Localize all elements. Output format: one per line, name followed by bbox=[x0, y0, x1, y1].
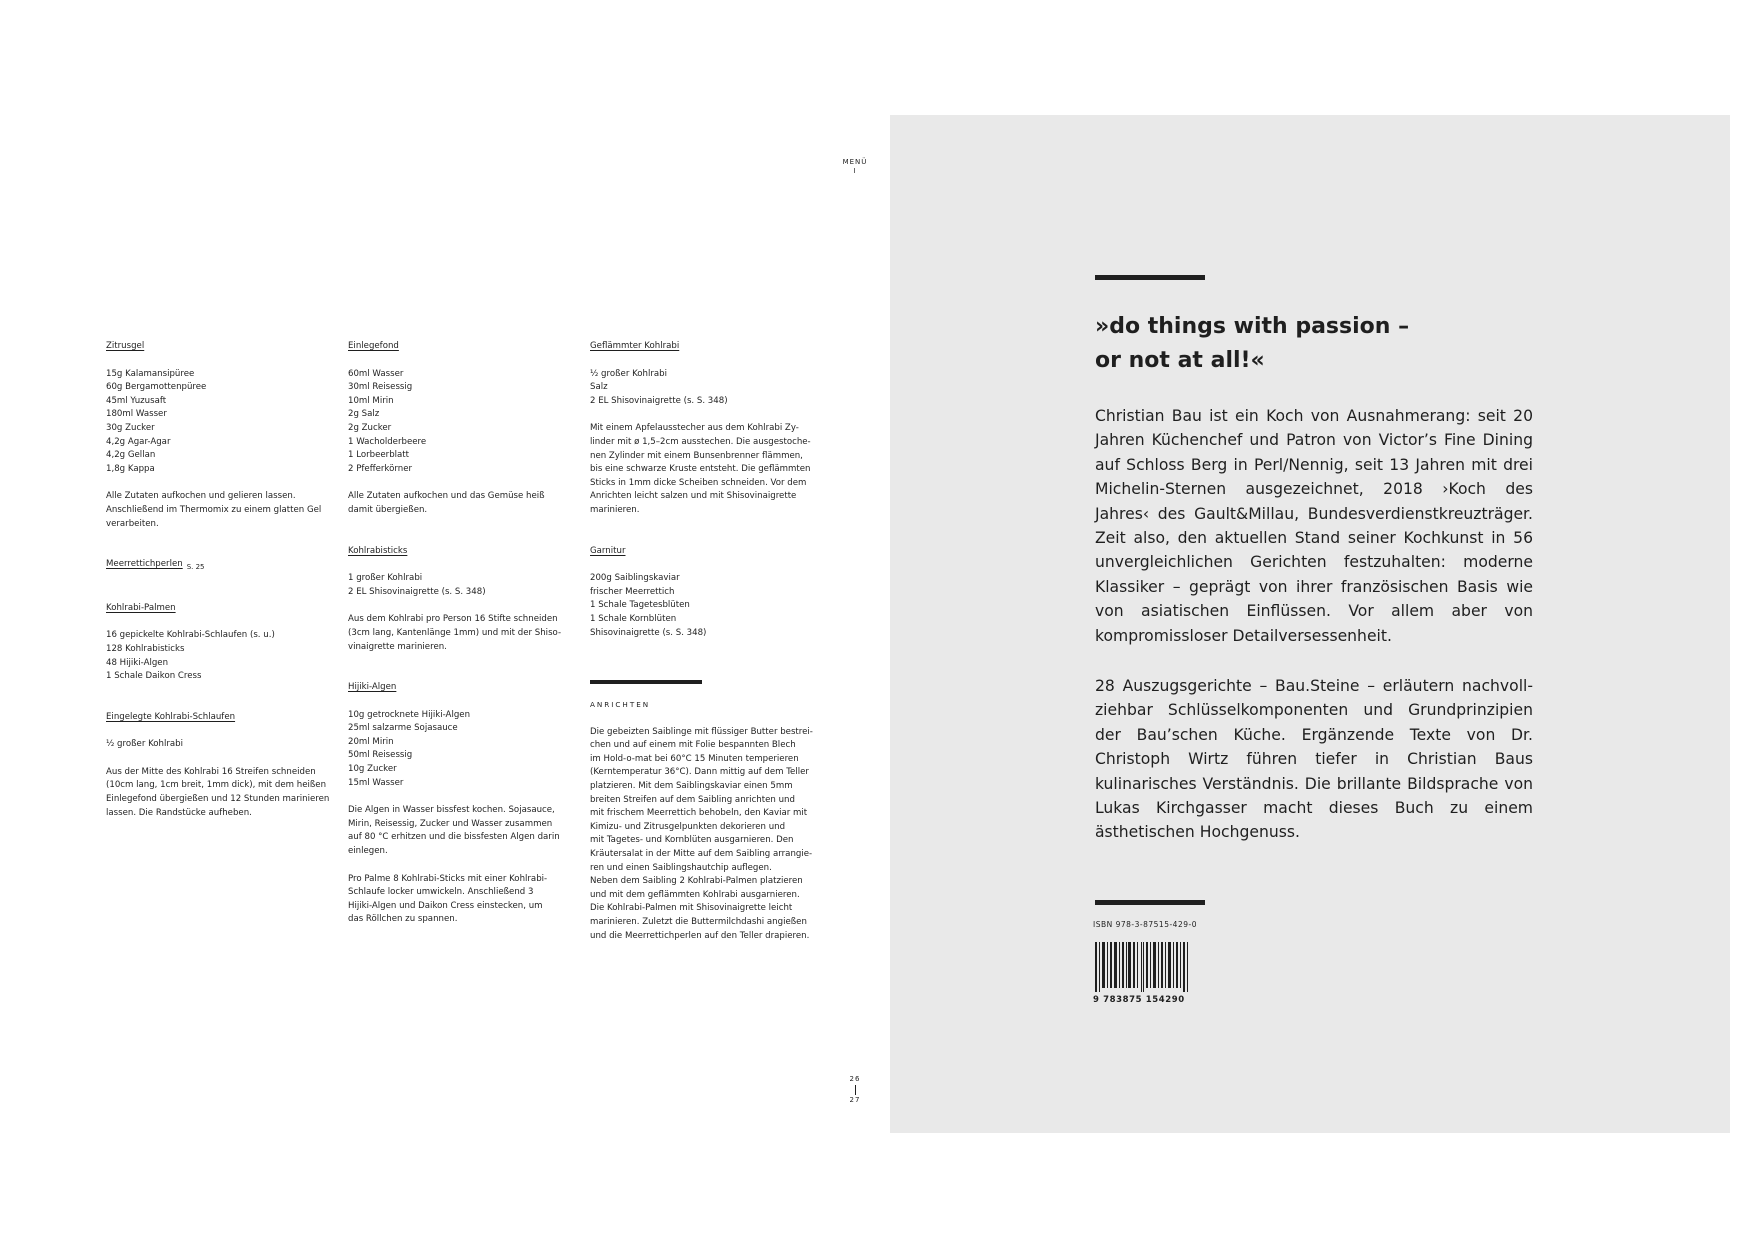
page-number-left: 26 bbox=[849, 1075, 861, 1083]
ingredient-item: frischer Meerrettich bbox=[590, 586, 675, 597]
recipe-title-garnitur: Garnitur bbox=[590, 545, 626, 556]
instructions-kohlrabi-schlaufen: Aus der Mitte des Kohlrabi 16 Streifen schneiden (10cm lang, 1cm breit, 1mm dick), mit dem heißen Einlegefond übergießen und 12 Stunden marinieren lassen. Die Randstücke aufheben. bbox=[106, 766, 330, 818]
recipe-title-meerrettichperlen: Meerrettichperlen bbox=[106, 559, 183, 570]
ingredient-item: 1 Lorbeerblatt bbox=[348, 450, 410, 461]
ingredient-item: ½ großer Kohlrabi bbox=[106, 739, 184, 750]
ingredients-hijiki-algen bbox=[348, 709, 583, 791]
instructions-anrichten: Die gebeizten Saiblinge mit flüssiger Butter bestrei- chen und auf einem mit Folie bespannten Blech im Hold-o-mat bei 60°C 15 Minuten temperieren (Kerntemperatur 36°C). Dann mittig auf dem Teller platzieren. Mit dem Saiblingskaviar einen 5mm breiten Streifen auf dem Saibling anrichten und mit frischem Meerrettich behobeln, den Kaviar mit Kimizu- und Zitrusgelpunkten dekorieren und mit Tagetes- und Kornblüten ausgarnieren. Den Kräutersalat in der Mitte auf dem Saibling arrangie- ren und einen Saiblingshautchip auflegen. Neben dem Saibling 2 Kohlrabi-Palmen platzieren und mit dem geflämmten Kohlrabi ausgarnieren. Die Kohlrabi-Palmen mit Shisovinaigrette leicht marinieren. Zuletzt die Buttermilchdashi angießen und die Meerrettichperlen auf den Teller drapieren. bbox=[590, 726, 813, 941]
instructions-palmen-assembly: Pro Palme 8 Kohlrabi-Sticks mit einer Kohlrabi- Schlaufe locker umwickeln. Anschließend 3 Hijiki-Algen und Daikon Cress einstecken, um das Röllchen zu spannen. bbox=[348, 873, 548, 925]
ingredients-kohlrabi-palmen bbox=[106, 629, 341, 683]
recipe-title-kohlrabisticks: Kohlrabisticks bbox=[348, 545, 408, 556]
recipe-column-1 bbox=[106, 340, 341, 820]
ingredient-item: 2 Pfefferkörner bbox=[348, 463, 413, 474]
ingredient-item: 1 großer Kohlrabi bbox=[348, 573, 423, 584]
recipe-title-hijiki-algen: Hijiki-Algen bbox=[348, 682, 397, 693]
recipe-title-zitrusgel: Zitrusgel bbox=[106, 341, 145, 351]
instructions-kohlrabisticks: Aus dem Kohlrabi pro Person 16 Stifte schneiden (3cm lang, Kantenlänge 1mm) und mit der Shiso- vinaigrette marinieren. bbox=[348, 614, 562, 652]
ingredient-item: 1 Schale Tagetesblüten bbox=[590, 600, 690, 611]
isbn-label: ISBN 978-3-87515-429-0 bbox=[1093, 920, 1197, 929]
ingredient-item: ½ großer Kohlrabi bbox=[590, 368, 668, 379]
ingredient-item: 1 Schale Kornblüten bbox=[590, 613, 677, 624]
instructions-einlegefond: Alle Zutaten aufkochen und das Gemüse heiß damit übergießen. bbox=[348, 491, 545, 515]
ingredients-einlegefond bbox=[348, 368, 583, 477]
ingredient-item: 2 EL Shisovinaigrette (s. S. 348) bbox=[590, 395, 728, 406]
ingredients-kohlrabi-schlaufen bbox=[106, 738, 341, 752]
ingredient-item: Shisovinaigrette (s. S. 348) bbox=[590, 627, 707, 638]
cover-blurb-2: 28 Auszugsgerichte – Bau.Steine – erläutern nachvollziehbar Schlüsselkomponenten und Grundprinzipien der Bau’schen Küche. Ergänzende Texte von Dr. Christoph Wirtz führen tiefer in Christian Baus kulinarisches Verständnis. Die brillante Bildsprache von Lukas Kirchgasser macht dieses Buch zu einem ästhetischen Hochgenuss. bbox=[1095, 677, 1533, 842]
ingredient-item: 60g Bergamottenpüree bbox=[106, 382, 207, 393]
barcode-icon bbox=[1095, 942, 1190, 992]
ingredient-item: 10g getrocknete Hijiki-Algen bbox=[348, 709, 471, 720]
cover-blurb-1: Christian Bau ist ein Koch von Ausnahmerang: seit 20 Jahren Küchenchef und Patron von Victor’s Fine Dining auf Schloss Berg in Perl/Nennig, seit 13 Jahren mit drei Michelin-Sternen ausgezeichnet, 2018 ›Koch des Jahres‹ des Gault&Millau, Bundesverdienstkreuzträger. Zeit also, den aktuellen Stand seiner Kochkunst in 56 unvergleichlichen Gerichten festzuhalten: moderne Klassiker – geprägt von ihrer französischen Basis wie von asiatischen Einflüssen. Vor allem aber von kompromissloser Detailversessenheit. bbox=[1095, 407, 1533, 645]
instructions-geflaemmter-kohlrabi: Mit einem Apfelausstecher aus dem Kohlrabi Zy- linder mit ø 1,5–2cm ausstechen. Die ausgestoche- nen Zylinder mit einem Bunsenbrenner flämmen, bis eine schwarze Kruste entsteht. Die geflämmten Sticks in 1mm dicke Scheiben schneiden. Vor dem Anrichten leicht salzen und mit Shisovinaigrette marinieren. bbox=[590, 423, 811, 515]
ingredient-item: 2g Salz bbox=[348, 409, 380, 420]
ingredient-item: 60ml Wasser bbox=[348, 368, 404, 379]
recipe-title-geflaemmter-kohlrabi: Geflämmter Kohlrabi bbox=[590, 341, 680, 351]
ingredient-item: 2 EL Shisovinaigrette (s. S. 348) bbox=[348, 586, 486, 597]
recipe-title-kohlrabi-palmen: Kohlrabi-Palmen bbox=[106, 602, 176, 613]
page-reference: S. 25 bbox=[186, 563, 205, 572]
section-roman: I bbox=[853, 167, 857, 175]
section-title-anrichten: ANRICHTEN bbox=[590, 700, 651, 710]
ingredient-item: 4,2g Gellan bbox=[106, 450, 156, 461]
ingredient-item: 15ml Wasser bbox=[348, 777, 404, 788]
cover-top-rule bbox=[1095, 275, 1205, 280]
ingredients-garnitur bbox=[590, 572, 825, 640]
recipe-title-kohlrabi-schlaufen: Eingelegte Kohlrabi-Schlaufen bbox=[106, 711, 236, 722]
ingredient-item: 48 Hijiki-Algen bbox=[106, 657, 169, 668]
ingredient-item: 10g Zucker bbox=[348, 764, 397, 775]
ingredient-item: 30ml Reisessig bbox=[348, 382, 413, 393]
ingredient-item: 1,8g Kappa bbox=[106, 463, 155, 474]
ingredient-item: 25ml salzarme Sojasauce bbox=[348, 723, 458, 734]
section-label: MENÜ bbox=[842, 158, 868, 166]
ingredient-item: 20ml Mirin bbox=[348, 736, 394, 747]
ingredient-item: 45ml Yuzusaft bbox=[106, 395, 167, 406]
ingredient-item: 2g Zucker bbox=[348, 422, 392, 433]
ingredient-item: 10ml Mirin bbox=[348, 395, 394, 406]
section-marker bbox=[838, 158, 872, 176]
instructions-hijiki-algen: Die Algen in Wasser bissfest kochen. Sojasauce, Mirin, Reisessig, Zucker und Wasser zusammen auf 80 °C erhitzen und die bissfesten Algen darin einlegen. bbox=[348, 805, 560, 857]
ingredients-zitrusgel bbox=[106, 368, 341, 477]
page-number-divider bbox=[855, 1085, 856, 1095]
ingredient-item: 1 Schale Daikon Cress bbox=[106, 671, 202, 682]
ingredients-kohlrabisticks bbox=[348, 572, 583, 599]
ingredient-item: 1 Wacholderbeere bbox=[348, 436, 427, 447]
recipe-column-3 bbox=[590, 340, 825, 943]
ingredients-geflaemmter-kohlrabi bbox=[590, 368, 825, 409]
instructions-zitrusgel: Alle Zutaten aufkochen und gelieren lassen. Anschließend im Thermomix zu einem glatten Gel verarbeiten. bbox=[106, 491, 322, 529]
cover-quote: »do things with passion – or not at all!« bbox=[1095, 314, 1410, 373]
ingredient-item: 15g Kalamansipüree bbox=[106, 368, 195, 379]
ingredient-item: 16 gepickelte Kohlrabi-Schlaufen (s. u.) bbox=[106, 630, 275, 641]
ingredient-item: Salz bbox=[590, 382, 608, 393]
ingredient-item: 30g Zucker bbox=[106, 422, 155, 433]
barcode-digits: 9 783875 154290 bbox=[1093, 995, 1185, 1005]
recipe-title-einlegefond: Einlegefond bbox=[348, 341, 399, 351]
ingredient-item: 4,2g Agar-Agar bbox=[106, 436, 171, 447]
ingredient-item: 128 Kohlrabisticks bbox=[106, 643, 185, 654]
page-number-right: 27 bbox=[849, 1096, 861, 1104]
page-numbers bbox=[842, 1075, 868, 1105]
ingredient-item: 50ml Reisessig bbox=[348, 750, 413, 761]
ingredient-item: 200g Saiblingskaviar bbox=[590, 573, 680, 584]
recipe-heading-meerrettich bbox=[106, 558, 341, 575]
ingredient-item: 180ml Wasser bbox=[106, 409, 167, 420]
recipe-column-2 bbox=[348, 340, 583, 927]
cover-bottom-rule bbox=[1095, 900, 1205, 905]
